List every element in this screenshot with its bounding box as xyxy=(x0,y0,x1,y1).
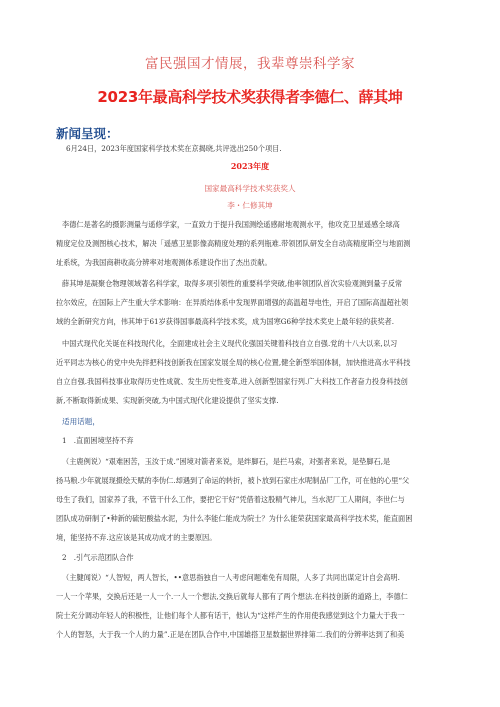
slogan-subtitle: 富民强国才情展，我辈尊崇科学家 xyxy=(145,56,355,72)
para2-line: 域的全新研究方向，伟其坤于61岁获得国事最高科学技术奖，成为国寒G6种学技术奖史上最年轻的获奖者. xyxy=(56,317,394,326)
topic-1-line: 母生了我们，国家养了我，不管干什么工作，要把它干好”凭借着这股精气神儿，当水泥厂工人期间，李世仁与 xyxy=(56,495,405,504)
award-label: 国家最高科学技术奖获奖人 xyxy=(204,184,296,193)
para3-line: 近平同志为核心的党中央先拌把科技创新我在国家发展全局的核心位置,健全新型举国体制，加快推进高水平科技 xyxy=(56,358,411,367)
topic-2-line: 一人一个苹果，交换后还是一人一个.一人一个想法,交换后就每人都有了两个想法.在科技创新的道路上，李德仁 xyxy=(56,592,408,601)
para1-line: 李德仁是著名的摄影测量与遥修学家，一直致力于提升我国测绘遥感耐地观测水平，他攻克卫星遥感全球高 xyxy=(62,220,400,229)
para1-line: 址系统，为我国商耕收高分辨率对地观测体系建设作出了杰出贡献。 xyxy=(56,258,272,267)
topic-1-line: 境，能坚持不弃.这应该是其成功成才的主要原因。 xyxy=(56,533,217,542)
topic-1-line: （主鹿例说）“艰难困苦，玉汝于成.”困境对箭者来说，是绊脚石，是拦马索，对强者来说，是垫脚石,是 xyxy=(62,457,391,466)
topic-2-title: 2 .引气示范团队合作 xyxy=(62,553,134,562)
para3-line: 中国式现代化关诞在科技现代化，全面建成社会主义现代化强国关键着科技自立自强.党的十八大以来,以习 xyxy=(62,339,398,348)
topic-2-line: （主腱闻说）“人智短，两人智长，••意思指独自一人考虑问题难免有局限，人多了共同出谋定计自会高明. xyxy=(62,573,400,582)
topic-1-title: 1 .直面困境坚持不弃 xyxy=(62,436,134,445)
topic-1-line: 扬马粮.少年就展现摄绘天赋的李伪仁.却遇到了命运的转折，被卜放到石家庄水呢制品厂工作，可在他的心里“父 xyxy=(56,476,410,485)
para3-line: 新,不断取得新成果、实现新突破,为中国式现代化建设提供了坚实支撑. xyxy=(56,396,279,405)
page-title: 2023年最高科学技术奖获得者李德仁、薛其坤 xyxy=(97,88,403,106)
topic-2-line: 个人的智怒，大于我一个人的力量”.正是在团队合作中,中国雄搭卫星数据世界排第二.我们的分辨率达到了和美 xyxy=(56,630,405,639)
winners-label: 李・仁修其坤 xyxy=(227,201,273,210)
para1-line: 精度定位及测图核心技术，解决「遥感卫星影像高精度处理的系列瓶难.带领团队研发全自动高精度斯空与地面测 xyxy=(56,239,411,248)
topic-2-line: 院士充分调动年轻人的积极性，让他们每个人都有话干，他认为“这样产生的作用使我感觉到这个力量大于我一 xyxy=(56,611,405,620)
para2-line: 薛其坤是凝聚仓物理领域著名科学家，取得多项引领性的重要科学突破,他率领团队首次实验观测到量子反常 xyxy=(62,279,403,288)
para2-line: 拉尔效应，在国际上产生重大学术影响：在异质结体系中发现界面增强的高温超导电性，开启了国际高温超社领 xyxy=(56,298,409,307)
topic-1-line: 团队成功研制了•种新的硫铝酸盐水泥，为什么李能仁能成为院士？为什么能荣获国家最高科学技术奖，能直面困 xyxy=(56,514,413,523)
topics-heading: 适用话题， xyxy=(62,417,100,426)
para3-line: 自立自强.我国科技事业取得历史性成就、发生历史性变革,进入创新型国家行列.广大科技工作者奋力投身科技创 xyxy=(56,377,408,386)
year-label: 2023年度 xyxy=(230,161,270,171)
news-heading: 新闻呈现： xyxy=(56,126,119,141)
news-intro: 6月24日，2023年度国家科学技术奖在京揭晓,共评选出250个项目. xyxy=(66,144,282,153)
